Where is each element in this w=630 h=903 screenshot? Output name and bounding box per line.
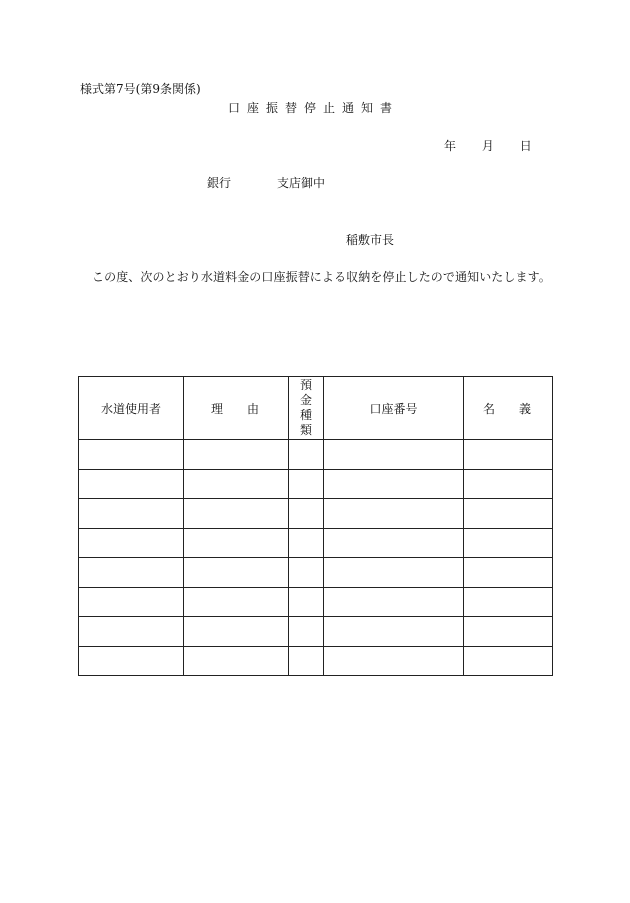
table-row: [79, 558, 553, 588]
cell-reason[interactable]: [184, 646, 289, 676]
table-row: [79, 646, 553, 676]
addressee: [207, 174, 325, 191]
header-reason-char-2: 由: [247, 401, 262, 416]
cell-water-user[interactable]: [79, 558, 184, 588]
form-number: 様式第7号(第9条関係): [80, 82, 201, 96]
header-reason-char-1: 理: [210, 401, 225, 416]
bank-label: 銀行: [207, 176, 232, 190]
cell-deposit-type[interactable]: [289, 469, 324, 499]
table-row: [79, 528, 553, 558]
cell-reason[interactable]: [184, 499, 289, 529]
table-row: [79, 469, 553, 499]
cell-reason[interactable]: [184, 469, 289, 499]
cell-account-number[interactable]: [324, 558, 464, 588]
cell-account-name[interactable]: [464, 617, 553, 647]
header-deposit-char-2: 金: [299, 393, 312, 407]
cell-water-user[interactable]: [79, 528, 184, 558]
header-reason: [184, 377, 289, 440]
cell-account-number[interactable]: [324, 617, 464, 647]
notice-body-text: この度、次のとおり水道料金の口座振替による収納を停止したので通知いたします。: [92, 270, 551, 284]
cell-account-number[interactable]: [324, 440, 464, 470]
cell-account-name[interactable]: [464, 528, 553, 558]
cell-deposit-type[interactable]: [289, 617, 324, 647]
cell-water-user[interactable]: [79, 469, 184, 499]
date-month-label: 月: [481, 139, 494, 153]
branch-label: 支店御中: [277, 176, 326, 190]
cell-account-name[interactable]: [464, 499, 553, 529]
cell-account-number[interactable]: [324, 528, 464, 558]
header-account-number: 口座番号: [324, 377, 464, 440]
cell-account-name[interactable]: [464, 469, 553, 499]
cell-deposit-type[interactable]: [289, 558, 324, 588]
cell-account-name[interactable]: [464, 587, 553, 617]
header-deposit-type: [289, 377, 324, 440]
cell-water-user[interactable]: [79, 499, 184, 529]
table-header-row: [79, 377, 553, 440]
cell-deposit-type[interactable]: [289, 587, 324, 617]
header-deposit-char-4: 類: [299, 423, 312, 437]
sender-name: 稲敷市長: [346, 233, 395, 247]
header-account-name: [464, 377, 553, 440]
header-name-char-2: 義: [519, 401, 534, 416]
cell-reason[interactable]: [184, 587, 289, 617]
cell-account-name[interactable]: [464, 440, 553, 470]
cell-water-user[interactable]: [79, 440, 184, 470]
cell-water-user[interactable]: [79, 587, 184, 617]
date-year-label: 年: [444, 139, 457, 153]
account-table: [78, 376, 553, 676]
cell-account-name[interactable]: [464, 558, 553, 588]
table-row: [79, 499, 553, 529]
header-water-user: 水道使用者: [79, 377, 184, 440]
date-line: [444, 137, 532, 154]
header-name-char-1: 名: [482, 401, 497, 416]
date-day-label: 日: [519, 139, 532, 153]
cell-reason[interactable]: [184, 558, 289, 588]
cell-water-user[interactable]: [79, 617, 184, 647]
cell-deposit-type[interactable]: [289, 499, 324, 529]
cell-deposit-type[interactable]: [289, 440, 324, 470]
cell-reason[interactable]: [184, 440, 289, 470]
cell-deposit-type[interactable]: [289, 528, 324, 558]
header-deposit-char-1: 預: [299, 378, 312, 392]
table-row: [79, 440, 553, 470]
cell-account-number[interactable]: [324, 646, 464, 676]
cell-reason[interactable]: [184, 528, 289, 558]
cell-account-number[interactable]: [324, 587, 464, 617]
cell-deposit-type[interactable]: [289, 646, 324, 676]
cell-reason[interactable]: [184, 617, 289, 647]
cell-account-number[interactable]: [324, 469, 464, 499]
cell-account-number[interactable]: [324, 499, 464, 529]
table-row: [79, 617, 553, 647]
cell-account-name[interactable]: [464, 646, 553, 676]
document-title: 口座振替停止通知書: [228, 101, 400, 115]
cell-water-user[interactable]: [79, 646, 184, 676]
header-deposit-char-3: 種: [299, 408, 312, 422]
table-row: [79, 587, 553, 617]
